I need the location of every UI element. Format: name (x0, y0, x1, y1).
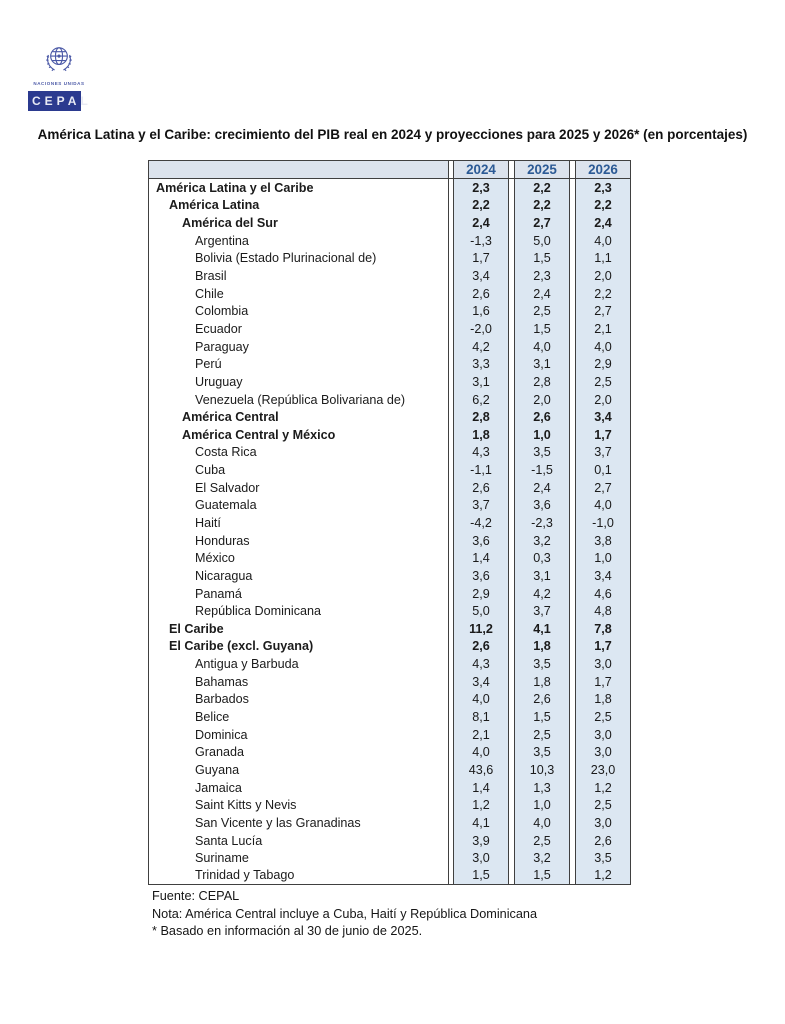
row-value: -1,3 (453, 232, 509, 250)
row-value: 2,5 (514, 302, 570, 320)
row-value: 4,0 (514, 338, 570, 356)
central-america-note: Nota: América Central incluye a Cuba, Haití y República Dominicana (152, 906, 538, 921)
row-value: 2,9 (575, 355, 631, 373)
row-name: El Caribe (148, 620, 449, 638)
row-name: América del Sur (148, 214, 449, 232)
row-value: 2,4 (575, 214, 631, 232)
row-value: 2,5 (575, 796, 631, 814)
row-value: 1,5 (514, 708, 570, 726)
row-value: 4,0 (453, 744, 509, 762)
page-title: América Latina y el Caribe: crecimiento del PIB real en 2024 y proyecciones para 2025 y 2026* (en porcentajes) (37, 127, 748, 142)
un-emblem-icon (42, 45, 76, 75)
row-value: 2,1 (453, 726, 509, 744)
row-value: 1,7 (575, 426, 631, 444)
row-name: Suriname (148, 849, 449, 867)
row-value: 6,2 (453, 391, 509, 409)
row-value: 4,0 (575, 338, 631, 356)
row-value: 4,6 (575, 585, 631, 603)
row-value: 1,7 (453, 250, 509, 268)
row-name: Brasil (148, 267, 449, 285)
row-value: 3,5 (575, 849, 631, 867)
row-value: 10,3 (514, 761, 570, 779)
row-value: 3,4 (575, 408, 631, 426)
row-name: América Central y México (148, 426, 449, 444)
row-value: 1,7 (575, 638, 631, 656)
row-value: 1,8 (453, 426, 509, 444)
row-value: 2,3 (453, 179, 509, 197)
row-value: 2,0 (575, 391, 631, 409)
row-value: 4,8 (575, 602, 631, 620)
row-value: 2,5 (514, 832, 570, 850)
row-value: 8,1 (453, 708, 509, 726)
row-value: 1,0 (514, 796, 570, 814)
row-value: 2,6 (575, 832, 631, 850)
row-name: Argentina (148, 232, 449, 250)
row-value: 2,2 (453, 197, 509, 215)
row-name: Guatemala (148, 497, 449, 515)
row-value: 3,2 (514, 849, 570, 867)
row-value: 1,2 (575, 779, 631, 797)
row-value: 2,5 (575, 708, 631, 726)
row-value: 4,2 (514, 585, 570, 603)
row-value: 3,2 (514, 532, 570, 550)
row-value: 1,1 (575, 250, 631, 268)
row-value: 4,0 (514, 814, 570, 832)
source-note: Fuente: CEPAL (152, 889, 240, 903)
row-value: -2,0 (453, 320, 509, 338)
row-value: 3,0 (575, 814, 631, 832)
row-value: -1,1 (453, 461, 509, 479)
row-value: 2,6 (514, 408, 570, 426)
row-name: Santa Lucía (148, 832, 449, 850)
row-value: 1,0 (514, 426, 570, 444)
row-value: 3,0 (575, 655, 631, 673)
row-value: 1,5 (514, 320, 570, 338)
row-name: Venezuela (República Bolivariana de) (148, 391, 449, 409)
row-value: 3,3 (453, 355, 509, 373)
row-value: 3,1 (514, 355, 570, 373)
row-value: 2,2 (575, 197, 631, 215)
row-value: 1,5 (453, 867, 509, 885)
row-name: Chile (148, 285, 449, 303)
row-value: 3,5 (514, 444, 570, 462)
row-value: 4,0 (575, 497, 631, 515)
row-value: 3,7 (575, 444, 631, 462)
row-value: 1,2 (575, 867, 631, 885)
row-value: 0,1 (575, 461, 631, 479)
row-value: 3,7 (514, 602, 570, 620)
row-value: 2,2 (575, 285, 631, 303)
row-name: Saint Kitts y Nevis (148, 796, 449, 814)
row-value: 4,2 (453, 338, 509, 356)
un-caption: NACIONES UNIDAS (33, 81, 85, 86)
row-value: 1,6 (453, 302, 509, 320)
row-value: -4,2 (453, 514, 509, 532)
row-name: El Salvador (148, 479, 449, 497)
row-value: 2,6 (453, 479, 509, 497)
row-value: 3,7 (453, 497, 509, 515)
row-value: 3,6 (453, 532, 509, 550)
row-name: Ecuador (148, 320, 449, 338)
row-name: Granada (148, 744, 449, 762)
row-name: Bahamas (148, 673, 449, 691)
row-value: 1,5 (514, 867, 570, 885)
row-value: 3,4 (453, 267, 509, 285)
column-header-year: 2025 (514, 160, 570, 179)
row-value: 5,0 (453, 602, 509, 620)
row-value: 1,8 (514, 673, 570, 691)
row-name: Uruguay (148, 373, 449, 391)
row-value: 3,8 (575, 532, 631, 550)
asterisk-note: * Basado en información al 30 de junio de 2025. (152, 924, 423, 939)
row-value: -1,5 (514, 461, 570, 479)
row-name: Jamaica (148, 779, 449, 797)
row-value: 1,8 (514, 638, 570, 656)
row-value: 3,6 (453, 567, 509, 585)
row-value: 3,0 (453, 849, 509, 867)
row-value: 2,3 (575, 179, 631, 197)
row-value: 4,0 (453, 691, 509, 709)
row-value: 3,5 (514, 744, 570, 762)
row-value: 2,3 (514, 267, 570, 285)
row-name: San Vicente y las Granadinas (148, 814, 449, 832)
row-value: 2,1 (575, 320, 631, 338)
row-value: 4,1 (453, 814, 509, 832)
row-value: 2,4 (453, 214, 509, 232)
row-value: 3,1 (453, 373, 509, 391)
row-value: 2,2 (514, 179, 570, 197)
row-value: 1,3 (514, 779, 570, 797)
cepal-logo-box: CEPAL (28, 91, 81, 111)
un-cepal-logo (28, 45, 90, 111)
column-header-year: 2026 (575, 160, 631, 179)
row-value: 1,8 (575, 691, 631, 709)
gdp-table (148, 160, 631, 885)
row-value: 3,0 (575, 744, 631, 762)
row-value: -1,0 (575, 514, 631, 532)
row-name: República Dominicana (148, 602, 449, 620)
footnotes (152, 888, 537, 941)
row-value: 1,7 (575, 673, 631, 691)
row-name: Honduras (148, 532, 449, 550)
row-value: 1,4 (453, 549, 509, 567)
row-value: 2,0 (514, 391, 570, 409)
row-name: América Central (148, 408, 449, 426)
row-value: 7,8 (575, 620, 631, 638)
row-value: -2,3 (514, 514, 570, 532)
row-value: 1,4 (453, 779, 509, 797)
row-value: 2,4 (514, 285, 570, 303)
row-value: 3,6 (514, 497, 570, 515)
row-value: 3,1 (514, 567, 570, 585)
row-value: 3,5 (514, 655, 570, 673)
row-name: Guyana (148, 761, 449, 779)
row-value: 1,2 (453, 796, 509, 814)
row-value: 2,7 (575, 479, 631, 497)
row-value: 5,0 (514, 232, 570, 250)
row-value: 2,7 (514, 214, 570, 232)
row-name: Nicaragua (148, 567, 449, 585)
row-value: 2,8 (453, 408, 509, 426)
row-value: 23,0 (575, 761, 631, 779)
row-value: 4,3 (453, 655, 509, 673)
row-value: 1,5 (514, 250, 570, 268)
row-name: América Latina y el Caribe (148, 179, 449, 197)
row-name: América Latina (148, 197, 449, 215)
row-name: Colombia (148, 302, 449, 320)
row-name: México (148, 549, 449, 567)
row-value: 3,4 (453, 673, 509, 691)
row-name: Haití (148, 514, 449, 532)
row-value: 2,6 (453, 638, 509, 656)
row-value: 2,5 (514, 726, 570, 744)
row-value: 11,2 (453, 620, 509, 638)
row-value: 2,8 (514, 373, 570, 391)
row-value: 3,9 (453, 832, 509, 850)
row-value: 2,0 (575, 267, 631, 285)
row-value: 3,0 (575, 726, 631, 744)
row-name: El Caribe (excl. Guyana) (148, 638, 449, 656)
column-header-year: 2024 (453, 160, 509, 179)
row-name: Perú (148, 355, 449, 373)
row-value: 2,5 (575, 373, 631, 391)
row-value: 2,6 (453, 285, 509, 303)
row-name: Costa Rica (148, 444, 449, 462)
corner-header-cell (148, 160, 449, 179)
row-value: 2,6 (514, 691, 570, 709)
row-name: Cuba (148, 461, 449, 479)
row-value: 2,2 (514, 197, 570, 215)
row-value: 43,6 (453, 761, 509, 779)
row-name: Antigua y Barbuda (148, 655, 449, 673)
row-value: 4,0 (575, 232, 631, 250)
row-name: Barbados (148, 691, 449, 709)
row-value: 2,4 (514, 479, 570, 497)
row-name: Dominica (148, 726, 449, 744)
row-value: 4,3 (453, 444, 509, 462)
row-value: 1,0 (575, 549, 631, 567)
row-value: 3,4 (575, 567, 631, 585)
row-value: 2,7 (575, 302, 631, 320)
row-value: 2,9 (453, 585, 509, 603)
row-name: Bolivia (Estado Plurinacional de) (148, 250, 449, 268)
row-name: Panamá (148, 585, 449, 603)
row-name: Belice (148, 708, 449, 726)
row-value: 4,1 (514, 620, 570, 638)
row-name: Paraguay (148, 338, 449, 356)
row-value: 0,3 (514, 549, 570, 567)
row-name: Trinidad y Tabago (148, 867, 449, 885)
